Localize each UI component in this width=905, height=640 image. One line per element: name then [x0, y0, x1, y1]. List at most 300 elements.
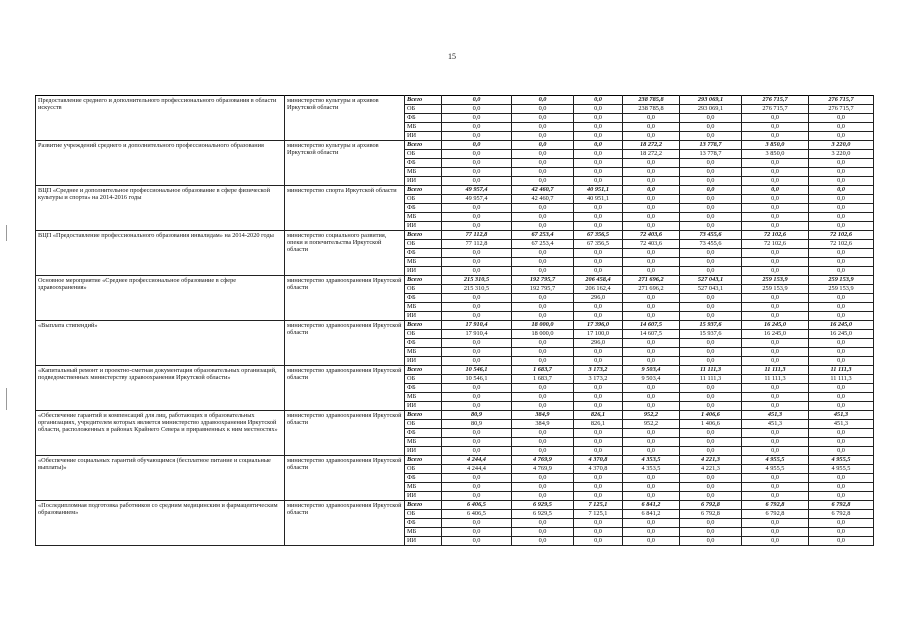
- program-name: ВЦП «Предоставление профессионального образования инвалидам» на 2014-2020 годы: [36, 231, 285, 276]
- amount-cell: 0,0: [623, 519, 680, 528]
- amount-cell: 4 353,5: [623, 456, 680, 465]
- amount-cell: 4 244,4: [442, 465, 512, 474]
- amount-cell: 0,0: [680, 429, 742, 438]
- amount-cell: 0,0: [809, 249, 874, 258]
- amount-cell: 6 406,5: [442, 501, 512, 510]
- amount-cell: 0,0: [742, 222, 809, 231]
- amount-cell: 72 102,6: [809, 231, 874, 240]
- amount-cell: 0,0: [574, 537, 623, 546]
- amount-cell: 0,0: [623, 384, 680, 393]
- amount-cell: 1 406,6: [680, 411, 742, 420]
- amount-cell: 0,0: [512, 132, 574, 141]
- amount-cell: 77 112,8: [442, 240, 512, 249]
- amount-cell: 0,0: [574, 447, 623, 456]
- amount-cell: 0,0: [574, 357, 623, 366]
- amount-cell: 1 406,6: [680, 420, 742, 429]
- funding-source: МБ: [405, 168, 442, 177]
- amount-cell: 0,0: [809, 213, 874, 222]
- amount-cell: 0,0: [442, 114, 512, 123]
- amount-cell: 192 795,7: [512, 276, 574, 285]
- amount-cell: 6 929,5: [512, 501, 574, 510]
- amount-cell: 0,0: [680, 177, 742, 186]
- funding-source: ОБ: [405, 510, 442, 519]
- amount-cell: 67 253,4: [512, 231, 574, 240]
- amount-cell: 0,0: [809, 348, 874, 357]
- amount-cell: 17 910,4: [442, 321, 512, 330]
- amount-cell: 11 111,3: [809, 366, 874, 375]
- amount-cell: 0,0: [680, 123, 742, 132]
- amount-cell: 0,0: [809, 474, 874, 483]
- funding-source: ИИ: [405, 402, 442, 411]
- amount-cell: 0,0: [512, 114, 574, 123]
- amount-cell: 0,0: [512, 528, 574, 537]
- table-row-total: [36, 231, 874, 240]
- amount-cell: 0,0: [742, 447, 809, 456]
- amount-cell: 0,0: [623, 267, 680, 276]
- amount-cell: 0,0: [809, 528, 874, 537]
- amount-cell: 0,0: [623, 204, 680, 213]
- amount-cell: 4 370,8: [574, 456, 623, 465]
- amount-cell: 0,0: [680, 159, 742, 168]
- amount-cell: 0,0: [442, 312, 512, 321]
- amount-cell: 0,0: [742, 474, 809, 483]
- amount-cell: 42 460,7: [512, 186, 574, 195]
- funding-source: Всего: [405, 186, 442, 195]
- budget-table: [35, 95, 874, 546]
- amount-cell: 6 792,8: [742, 501, 809, 510]
- amount-cell: 0,0: [574, 384, 623, 393]
- amount-cell: 276 715,7: [742, 105, 809, 114]
- amount-cell: 0,0: [623, 132, 680, 141]
- funding-source: ОБ: [405, 150, 442, 159]
- amount-cell: 0,0: [680, 483, 742, 492]
- funding-source: ФБ: [405, 519, 442, 528]
- responsible-org: министерство здравоохранения Иркутской области: [285, 501, 405, 546]
- amount-cell: 296,0: [574, 339, 623, 348]
- amount-cell: 72 403,6: [623, 231, 680, 240]
- amount-cell: 0,0: [574, 123, 623, 132]
- amount-cell: 0,0: [574, 96, 623, 105]
- amount-cell: 0,0: [442, 213, 512, 222]
- amount-cell: 0,0: [574, 159, 623, 168]
- amount-cell: 0,0: [809, 132, 874, 141]
- amount-cell: 0,0: [809, 114, 874, 123]
- amount-cell: 0,0: [680, 132, 742, 141]
- amount-cell: 0,0: [742, 168, 809, 177]
- amount-cell: 0,0: [442, 429, 512, 438]
- amount-cell: 0,0: [442, 267, 512, 276]
- amount-cell: 0,0: [809, 357, 874, 366]
- amount-cell: 15 937,6: [680, 330, 742, 339]
- amount-cell: 0,0: [442, 258, 512, 267]
- amount-cell: 6 406,5: [442, 510, 512, 519]
- funding-source: ФБ: [405, 294, 442, 303]
- amount-cell: 0,0: [442, 447, 512, 456]
- amount-cell: 0,0: [512, 393, 574, 402]
- amount-cell: 9 503,4: [623, 375, 680, 384]
- amount-cell: 67 356,5: [574, 231, 623, 240]
- budget-table-body: [36, 96, 874, 546]
- amount-cell: 276 715,7: [809, 105, 874, 114]
- amount-cell: 3 173,2: [574, 375, 623, 384]
- funding-source: ИИ: [405, 177, 442, 186]
- amount-cell: 0,0: [574, 348, 623, 357]
- funding-source: МБ: [405, 303, 442, 312]
- page-number: 15: [448, 52, 456, 61]
- program-name: «Последипломная подготовка работников со средним медицинским и фармацевтическим образованием»: [36, 501, 285, 546]
- funding-source: ОБ: [405, 420, 442, 429]
- amount-cell: 0,0: [742, 402, 809, 411]
- amount-cell: 0,0: [623, 213, 680, 222]
- amount-cell: 0,0: [623, 447, 680, 456]
- table-row-total: [36, 456, 874, 465]
- amount-cell: 0,0: [574, 204, 623, 213]
- amount-cell: 0,0: [623, 429, 680, 438]
- amount-cell: 0,0: [574, 177, 623, 186]
- amount-cell: 73 455,6: [680, 240, 742, 249]
- amount-cell: 0,0: [442, 348, 512, 357]
- amount-cell: 0,0: [512, 348, 574, 357]
- funding-source: Всего: [405, 366, 442, 375]
- amount-cell: 0,0: [680, 537, 742, 546]
- amount-cell: 18 000,0: [512, 321, 574, 330]
- amount-cell: 0,0: [809, 177, 874, 186]
- amount-cell: 0,0: [442, 222, 512, 231]
- amount-cell: 18 272,2: [623, 141, 680, 150]
- funding-source: Всего: [405, 456, 442, 465]
- amount-cell: 49 957,4: [442, 195, 512, 204]
- amount-cell: 0,0: [680, 294, 742, 303]
- amount-cell: 3 850,0: [742, 150, 809, 159]
- amount-cell: 0,0: [623, 249, 680, 258]
- program-name: «Капитальный ремонт и проектно-сметная документация образовательных организаций, подведомственных министерству здравоохранения Иркутской области»: [36, 366, 285, 411]
- amount-cell: 271 696,2: [623, 285, 680, 294]
- amount-cell: 0,0: [623, 474, 680, 483]
- amount-cell: 0,0: [809, 447, 874, 456]
- amount-cell: 293 069,1: [680, 96, 742, 105]
- amount-cell: 0,0: [742, 213, 809, 222]
- amount-cell: 0,0: [623, 312, 680, 321]
- amount-cell: 0,0: [809, 204, 874, 213]
- amount-cell: 0,0: [442, 519, 512, 528]
- funding-source: МБ: [405, 213, 442, 222]
- amount-cell: 0,0: [809, 303, 874, 312]
- amount-cell: 17 910,4: [442, 330, 512, 339]
- amount-cell: 17 396,0: [574, 321, 623, 330]
- amount-cell: 0,0: [742, 339, 809, 348]
- amount-cell: 1 683,7: [512, 375, 574, 384]
- amount-cell: 0,0: [742, 159, 809, 168]
- program-name: ВЦП «Среднее и дополнительное профессиональное образование в сфере физической культуры и спорта» на 2014-2016 годы: [36, 186, 285, 231]
- funding-source: ОБ: [405, 375, 442, 384]
- amount-cell: 15 937,6: [680, 321, 742, 330]
- amount-cell: 0,0: [512, 249, 574, 258]
- table-row-total: [36, 186, 874, 195]
- amount-cell: 0,0: [623, 339, 680, 348]
- amount-cell: 14 607,5: [623, 330, 680, 339]
- amount-cell: 0,0: [574, 438, 623, 447]
- amount-cell: 4 955,5: [809, 465, 874, 474]
- funding-source: МБ: [405, 123, 442, 132]
- amount-cell: 4 955,5: [742, 456, 809, 465]
- amount-cell: 13 778,7: [680, 150, 742, 159]
- amount-cell: 826,1: [574, 420, 623, 429]
- amount-cell: 0,0: [574, 474, 623, 483]
- amount-cell: 0,0: [442, 150, 512, 159]
- amount-cell: 0,0: [623, 357, 680, 366]
- amount-cell: 0,0: [623, 537, 680, 546]
- amount-cell: 0,0: [742, 537, 809, 546]
- amount-cell: 0,0: [809, 168, 874, 177]
- amount-cell: 952,2: [623, 411, 680, 420]
- amount-cell: 0,0: [809, 195, 874, 204]
- amount-cell: 0,0: [512, 447, 574, 456]
- amount-cell: 0,0: [512, 438, 574, 447]
- amount-cell: 72 102,6: [742, 240, 809, 249]
- amount-cell: 259 153,9: [809, 285, 874, 294]
- table-row-total: [36, 141, 874, 150]
- amount-cell: 271 696,2: [623, 276, 680, 285]
- amount-cell: 0,0: [742, 429, 809, 438]
- funding-source: ИИ: [405, 132, 442, 141]
- amount-cell: 0,0: [512, 222, 574, 231]
- amount-cell: 0,0: [809, 222, 874, 231]
- amount-cell: 0,0: [680, 492, 742, 501]
- amount-cell: 0,0: [623, 402, 680, 411]
- amount-cell: 0,0: [442, 528, 512, 537]
- funding-source: МБ: [405, 258, 442, 267]
- funding-source: Всего: [405, 141, 442, 150]
- amount-cell: 6 792,8: [809, 501, 874, 510]
- amount-cell: 0,0: [680, 168, 742, 177]
- program-name: «Обеспечение социальных гарантий обучающимся (бесплатное питание и социальные выплаты)»: [36, 456, 285, 501]
- scan-edge-mark: [6, 388, 7, 410]
- funding-source: ФБ: [405, 429, 442, 438]
- amount-cell: 67 253,4: [512, 240, 574, 249]
- responsible-org: министерство социального развития, опеки и попечительства Иркутской области: [285, 231, 405, 276]
- amount-cell: 0,0: [512, 312, 574, 321]
- responsible-org: министерство культуры и архивов Иркутской области: [285, 96, 405, 141]
- amount-cell: 276 715,7: [742, 96, 809, 105]
- amount-cell: 0,0: [680, 393, 742, 402]
- amount-cell: 0,0: [574, 105, 623, 114]
- amount-cell: 0,0: [574, 213, 623, 222]
- amount-cell: 3 220,0: [809, 141, 874, 150]
- amount-cell: 0,0: [574, 492, 623, 501]
- funding-source: ОБ: [405, 465, 442, 474]
- amount-cell: 0,0: [574, 528, 623, 537]
- amount-cell: 0,0: [742, 195, 809, 204]
- table-row-total: [36, 366, 874, 375]
- amount-cell: 0,0: [680, 114, 742, 123]
- amount-cell: 0,0: [809, 384, 874, 393]
- funding-source: ФБ: [405, 114, 442, 123]
- amount-cell: 0,0: [623, 303, 680, 312]
- amount-cell: 527 043,1: [680, 276, 742, 285]
- amount-cell: 0,0: [574, 393, 623, 402]
- amount-cell: 0,0: [512, 384, 574, 393]
- amount-cell: 0,0: [742, 258, 809, 267]
- amount-cell: 0,0: [512, 213, 574, 222]
- amount-cell: 10 546,1: [442, 366, 512, 375]
- amount-cell: 0,0: [574, 114, 623, 123]
- amount-cell: 0,0: [742, 132, 809, 141]
- funding-source: ОБ: [405, 105, 442, 114]
- funding-source: Всего: [405, 231, 442, 240]
- amount-cell: 0,0: [809, 429, 874, 438]
- amount-cell: 7 125,1: [574, 510, 623, 519]
- amount-cell: 0,0: [512, 303, 574, 312]
- amount-cell: 0,0: [680, 267, 742, 276]
- scan-edge-mark: [6, 225, 7, 241]
- amount-cell: 7 125,1: [574, 501, 623, 510]
- amount-cell: 0,0: [742, 303, 809, 312]
- amount-cell: 238 785,8: [623, 96, 680, 105]
- amount-cell: 0,0: [680, 402, 742, 411]
- amount-cell: 0,0: [512, 429, 574, 438]
- amount-cell: 0,0: [623, 123, 680, 132]
- amount-cell: 259 153,9: [809, 276, 874, 285]
- amount-cell: 0,0: [680, 438, 742, 447]
- amount-cell: 0,0: [623, 195, 680, 204]
- table-row-total: [36, 276, 874, 285]
- funding-source: МБ: [405, 348, 442, 357]
- amount-cell: 0,0: [623, 168, 680, 177]
- amount-cell: 0,0: [680, 519, 742, 528]
- amount-cell: 77 112,8: [442, 231, 512, 240]
- amount-cell: 0,0: [512, 294, 574, 303]
- amount-cell: 0,0: [512, 267, 574, 276]
- amount-cell: 0,0: [442, 438, 512, 447]
- amount-cell: 238 785,8: [623, 105, 680, 114]
- amount-cell: 0,0: [442, 384, 512, 393]
- amount-cell: 0,0: [574, 402, 623, 411]
- amount-cell: 259 153,9: [742, 276, 809, 285]
- program-name: Развитие учреждений среднего и дополнительного профессионального образования: [36, 141, 285, 186]
- amount-cell: 0,0: [680, 195, 742, 204]
- amount-cell: 0,0: [574, 168, 623, 177]
- responsible-org: министерство культуры и архивов Иркутской области: [285, 141, 405, 186]
- amount-cell: 451,3: [809, 411, 874, 420]
- funding-source: Всего: [405, 411, 442, 420]
- amount-cell: 0,0: [742, 249, 809, 258]
- amount-cell: 0,0: [512, 177, 574, 186]
- amount-cell: 40 951,1: [574, 195, 623, 204]
- amount-cell: 0,0: [623, 177, 680, 186]
- amount-cell: 1 683,7: [512, 366, 574, 375]
- amount-cell: 0,0: [680, 204, 742, 213]
- amount-cell: 0,0: [512, 483, 574, 492]
- amount-cell: 3 220,0: [809, 150, 874, 159]
- amount-cell: 451,3: [742, 411, 809, 420]
- program-name: «Обеспечение гарантий и компенсаций для лиц, работающих в образовательных организациях, учредителем которых является министерство здравоохранения Иркутской области, расположенных в районах Крайнего Севера и приравненных к ним местностях»: [36, 411, 285, 456]
- amount-cell: 0,0: [574, 519, 623, 528]
- amount-cell: 0,0: [809, 312, 874, 321]
- amount-cell: 18 272,2: [623, 150, 680, 159]
- amount-cell: 0,0: [809, 159, 874, 168]
- amount-cell: 11 111,3: [809, 375, 874, 384]
- amount-cell: 0,0: [809, 123, 874, 132]
- amount-cell: 0,0: [512, 258, 574, 267]
- amount-cell: 16 245,0: [742, 330, 809, 339]
- amount-cell: 16 245,0: [809, 321, 874, 330]
- amount-cell: 11 111,3: [742, 366, 809, 375]
- amount-cell: 0,0: [742, 186, 809, 195]
- funding-source: ОБ: [405, 240, 442, 249]
- amount-cell: 0,0: [680, 348, 742, 357]
- amount-cell: 0,0: [809, 294, 874, 303]
- program-name: Предоставление среднего и дополнительного профессионального образования в области искусств: [36, 96, 285, 141]
- amount-cell: 0,0: [742, 123, 809, 132]
- funding-source: ОБ: [405, 285, 442, 294]
- funding-source: ИИ: [405, 222, 442, 231]
- amount-cell: 0,0: [442, 294, 512, 303]
- amount-cell: 6 792,8: [680, 510, 742, 519]
- amount-cell: 0,0: [742, 204, 809, 213]
- amount-cell: 206 162,4: [574, 285, 623, 294]
- amount-cell: 0,0: [574, 303, 623, 312]
- amount-cell: 0,0: [680, 186, 742, 195]
- amount-cell: 0,0: [623, 186, 680, 195]
- amount-cell: 0,0: [512, 123, 574, 132]
- amount-cell: 0,0: [623, 159, 680, 168]
- amount-cell: 0,0: [442, 96, 512, 105]
- amount-cell: 0,0: [442, 393, 512, 402]
- amount-cell: 0,0: [742, 519, 809, 528]
- amount-cell: 6 841,2: [623, 510, 680, 519]
- amount-cell: 0,0: [574, 258, 623, 267]
- amount-cell: 0,0: [623, 114, 680, 123]
- amount-cell: 0,0: [742, 357, 809, 366]
- amount-cell: 0,0: [742, 294, 809, 303]
- amount-cell: 0,0: [809, 537, 874, 546]
- amount-cell: 0,0: [809, 483, 874, 492]
- amount-cell: 18 000,0: [512, 330, 574, 339]
- amount-cell: 6 841,2: [623, 501, 680, 510]
- table-row-total: [36, 501, 874, 510]
- amount-cell: 0,0: [574, 312, 623, 321]
- amount-cell: 13 778,7: [680, 141, 742, 150]
- amount-cell: 0,0: [680, 258, 742, 267]
- amount-cell: 0,0: [442, 474, 512, 483]
- responsible-org: министерство здравоохранения Иркутской области: [285, 321, 405, 366]
- amount-cell: 4 221,3: [680, 465, 742, 474]
- table-row-total: [36, 321, 874, 330]
- amount-cell: 0,0: [574, 429, 623, 438]
- amount-cell: 0,0: [512, 150, 574, 159]
- funding-source: ФБ: [405, 339, 442, 348]
- amount-cell: 952,2: [623, 420, 680, 429]
- amount-cell: 0,0: [442, 204, 512, 213]
- amount-cell: 0,0: [742, 114, 809, 123]
- amount-cell: 0,0: [680, 303, 742, 312]
- funding-source: ИИ: [405, 267, 442, 276]
- amount-cell: 16 245,0: [742, 321, 809, 330]
- amount-cell: 0,0: [512, 96, 574, 105]
- amount-cell: 0,0: [574, 132, 623, 141]
- amount-cell: 49 957,4: [442, 186, 512, 195]
- amount-cell: 0,0: [442, 402, 512, 411]
- amount-cell: 0,0: [742, 393, 809, 402]
- responsible-org: министерство здравоохранения Иркутской области: [285, 456, 405, 501]
- amount-cell: 0,0: [680, 249, 742, 258]
- amount-cell: 215 310,5: [442, 285, 512, 294]
- table-row-total: [36, 96, 874, 105]
- amount-cell: 4 955,5: [809, 456, 874, 465]
- amount-cell: 0,0: [512, 141, 574, 150]
- amount-cell: 0,0: [809, 402, 874, 411]
- amount-cell: 0,0: [809, 339, 874, 348]
